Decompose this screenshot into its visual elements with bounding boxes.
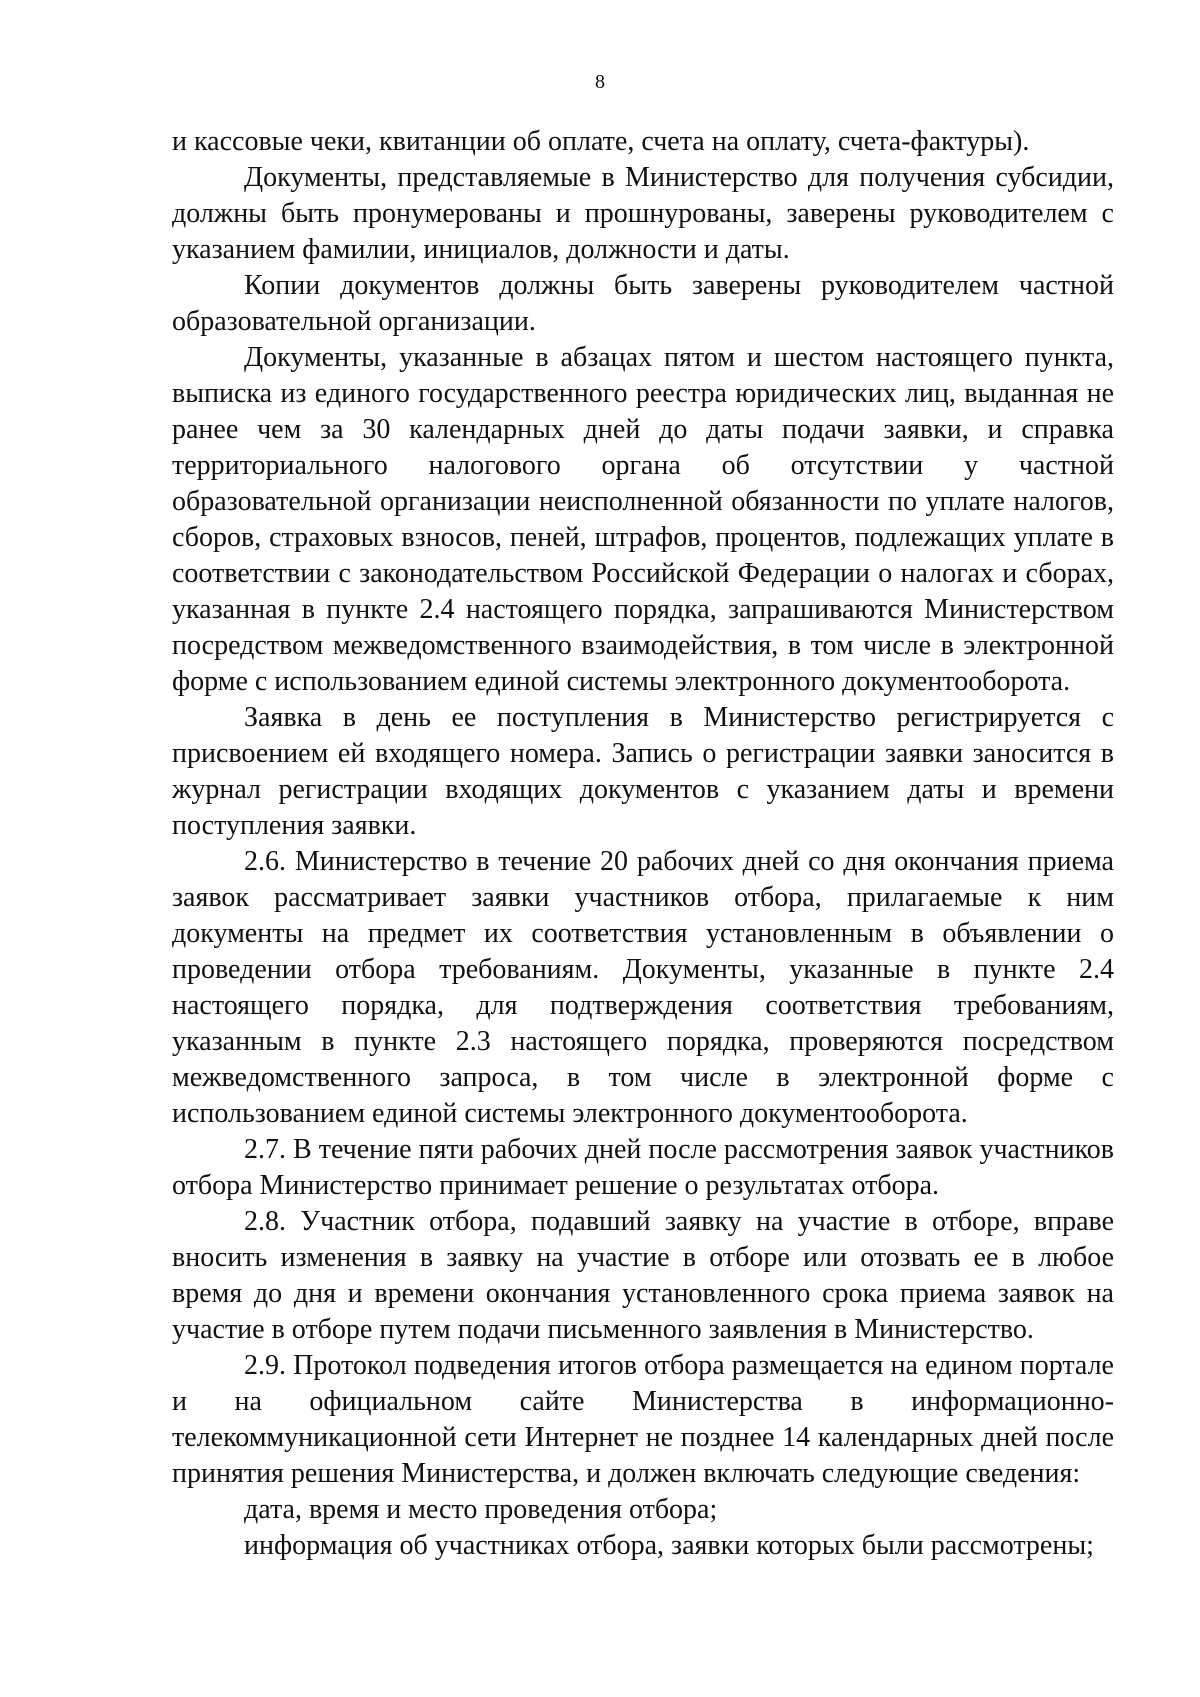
paragraph-documents-numbered: Документы, представляемые в Министерство для получения субсидии, должны быть пронумерованы и прошнурованы, заверены руководителем с указанием фамилии, инициалов, должности и даты. [172, 162, 1114, 265]
paragraph-2-7: 2.7. В течение пяти рабочих дней после рассмотрения заявок участников отбора Министерство принимает решение о результатах отбора. [172, 1134, 1114, 1201]
document-body [172, 124, 1114, 1564]
paragraph-interagency-request: Документы, указанные в абзацах пятом и шестом настоящего пункта, выписка из единого государственного реестра юридических лиц, выданная не ранее чем за 30 календарных дней до даты подачи заявки, и справка территориального налогового органа об отсутствии у частной образовательной организации неисполненной обязанности по уплате налогов, сборов, страховых взносов, пеней, штрафов, процентов, подлежащих уплате в соответствии с законодательством Российской Федерации о налогах и сборах, указанная в пункте 2.4 настоящего порядка, запрашиваются Министерством посредством межведомственного взаимодействия, в том числе в электронной форме с использованием единой системы электронного документооборота. [172, 342, 1114, 697]
paragraph-2-9: 2.9. Протокол подведения итогов отбора размещается на едином портале и на официальном сайте Министерства в информационно-телекоммуникационной сети Интернет не позднее 14 календарных дней после принятия решения Министерства, и должен включать следующие сведения: [172, 1350, 1114, 1489]
paragraph-list-item-participants: информация об участниках отбора, заявки которых были рассмотрены; [244, 1530, 1094, 1561]
paragraph-application-registration: Заявка в день ее поступления в Министерство регистрируется с присвоением ей входящего номера. Запись о регистрации заявки заносится в журнал регистрации входящих документов с указанием даты и времени поступления заявки. [172, 702, 1114, 841]
paragraph-continuation: и кассовые чеки, квитанции об оплате, счета на оплату, счета-фактуры). [172, 126, 1030, 157]
paragraph-2-6: 2.6. Министерство в течение 20 рабочих дней со дня окончания приема заявок рассматривает заявки участников отбора, прилагаемые к ним документы на предмет их соответствия установленным в объявлении о проведении отбора требованиям. Документы, указанные в пункте 2.4 настоящего порядка, для подтверждения соответствия требованиям, указанным в пункте 2.3 настоящего порядка, проверяются посредством межведомственного запроса, в том числе в электронной форме с использованием единой системы электронного документооборота. [172, 846, 1114, 1129]
page-number: 8 [595, 71, 605, 93]
paragraph-2-8: 2.8. Участник отбора, подавший заявку на участие в отборе, вправе вносить изменения в заявку на участие в отборе или отозвать ее в любое время до дня и времени окончания установленного срока приема заявок на участие в отборе путем подачи письменного заявления в Министерство. [172, 1206, 1114, 1345]
paragraph-copies-certified: Копии документов должны быть заверены руководителем частной образовательной организации. [172, 270, 1114, 337]
paragraph-list-item-date: дата, время и место проведения отбора; [244, 1494, 718, 1525]
